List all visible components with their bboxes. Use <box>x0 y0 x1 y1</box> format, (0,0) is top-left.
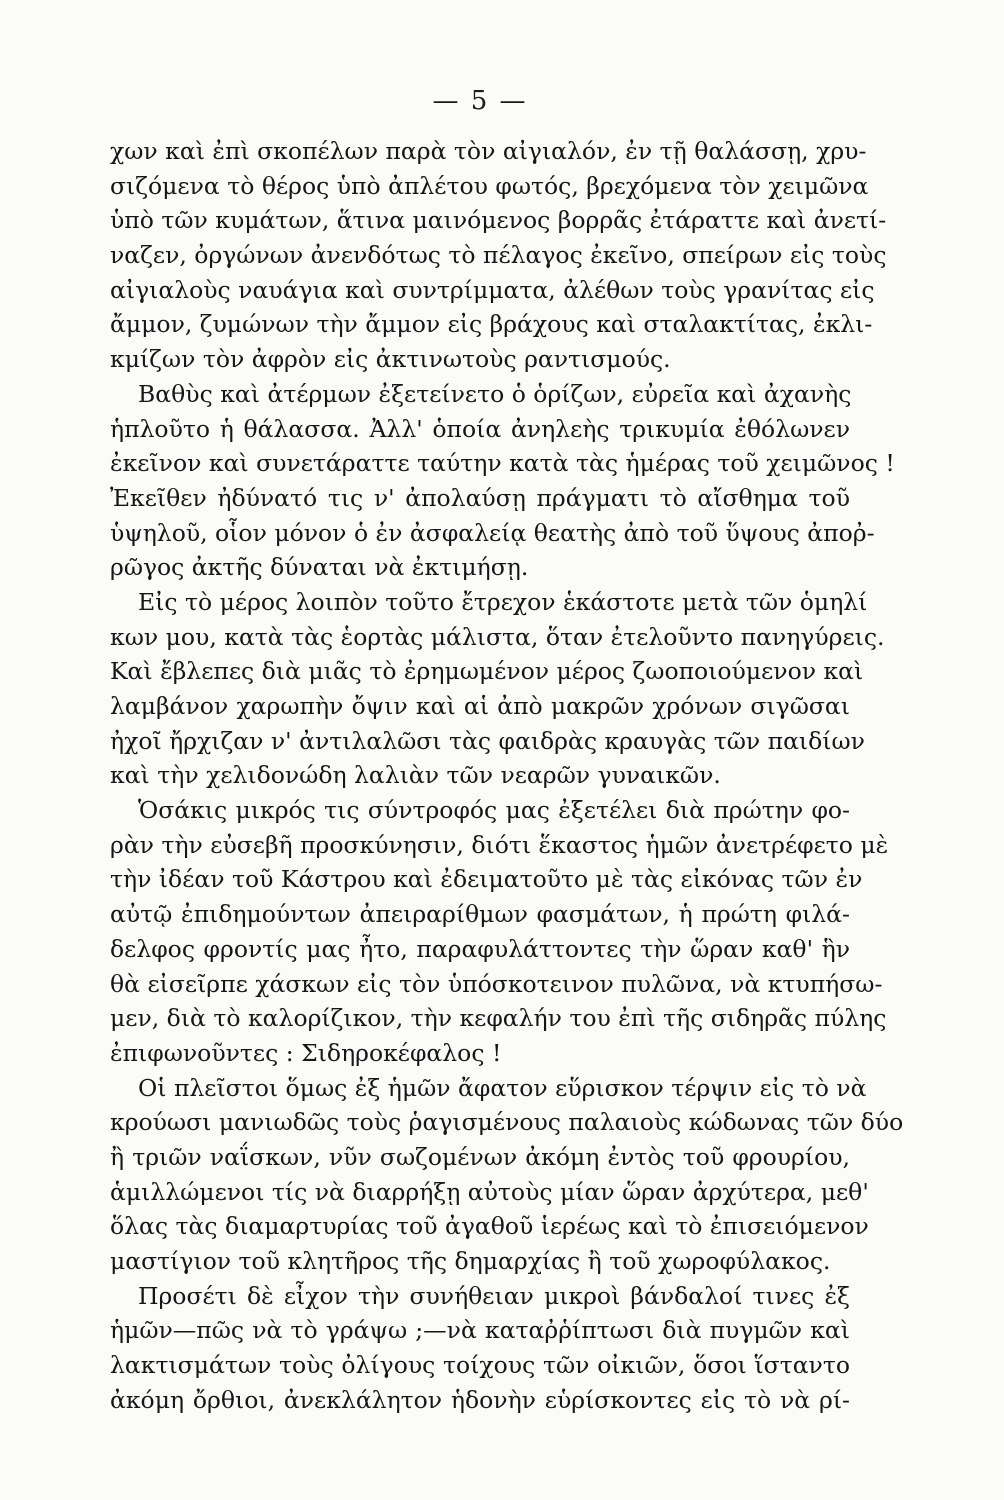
text-line: ἄμμον, ζυμώνων τὴν ἄμμον εἰς βράχους καὶ σταλακτίτας, ἐκλι- <box>110 310 873 339</box>
text-line: ἠχοῖ ἤρχιζαν ν' ἀντιλαλῶσι τὰς φαιδρὰς κραυγὰς τῶν παιδίων <box>110 726 865 755</box>
text-line: ἢ τριῶν ναΐσκων, νῦν σωζομένων ἀκόμη ἐντὸς τοῦ φρουρίου, <box>110 1142 850 1171</box>
text-line: θὰ εἰσεῖρπε χάσκων εἰς τὸν ὑπόσκοτεινον πυλῶνα, νὰ κτυπήσω- <box>110 969 883 998</box>
text-line: λακτισμάτων τοὺς ὀλίγους τοίχους τῶν οἰκιῶν, ὅσοι ἵσταντο <box>110 1351 850 1380</box>
text-line: λαμβάνον χαρωπὴν ὄψιν καὶ αἱ ἀπὸ μακρῶν χρόνων σιγῶσαι <box>110 692 850 720</box>
text-line: χων καὶ ἐπὶ σκοπέλων παρὰ τὸν αἰγιαλόν, ἐν τῇ θαλάσσῃ, χρυ- <box>110 137 867 165</box>
text-line: σιζόμενα τὸ θέρος ὑπὸ ἀπλέτου φωτός, βρεχόμενα τὸν χειμῶνα <box>110 171 869 200</box>
text-line: κων μου, κατὰ τὰς ἑορτὰς μάλιστα, ὅταν ἐτελοῦντο πανηγύρεις. <box>110 622 885 651</box>
text-line: δελφος φροντίς μας ἦτο, παραφυλάττοντες τὴν ὥραν καθ' ἣν <box>110 934 850 963</box>
text-line: μαστίγιον τοῦ κλητῆρος τῆς δημαρχίας ἢ τοῦ χωροφύλακος. <box>110 1247 831 1275</box>
text-line: Προσέτι δὲ εἶχον τὴν συνήθειαν μικροὶ βάνδαλοί τινες ἐξ <box>138 1281 850 1310</box>
text-line: ἡπλοῦτο ἡ θάλασσα. Ἀλλ' ὁποία ἀνηλεὴς τρικυμία ἐθόλωνεν <box>110 414 850 443</box>
text-line: ρῶγος ἀκτῆς δύναται νὰ ἐκτιμήσῃ. <box>110 553 529 582</box>
text-line: ὑψηλοῦ, οἷον μόνον ὁ ἐν ἀσφαλείᾳ θεατὴς ἀπὸ τοῦ ὕψους ἀποῤ- <box>110 518 875 547</box>
text-line: Οἱ πλεῖστοι ὅμως ἐξ ἡμῶν ἄφατον εὕρισκον τέρψιν εἰς τὸ νὰ <box>138 1073 867 1102</box>
text-line: Καὶ ἔβλεπες διὰ μιᾶς τὸ ἐρημωμένον μέρος ζωοποιούμενον καὶ <box>110 657 864 686</box>
text-line: ἐκεῖνον καὶ συνετάραττε ταύτην κατὰ τὰς ἡμέρας τοῦ χειμῶνος ! <box>110 449 895 478</box>
text-line: Ὁσάκις μικρός τις σύντροφός μας ἐξετέλει διὰ πρώτην φο- <box>138 796 850 825</box>
text-line: ἐπιφωνοῦντες : Σιδηροκέφαλος ! <box>110 1038 502 1067</box>
text-line: ναζεν, ὀργώνων ἀνενδότως τὸ πέλαγος ἐκεῖνο, σπείρων εἰς τοὺς <box>110 241 887 270</box>
page-number: — 5 — <box>432 86 528 116</box>
text-line: ὑπὸ τῶν κυμάτων, ἅτινα μαινόμενος βορρᾶς ἐτάραττε καὶ ἀνετί- <box>110 206 887 235</box>
text-line: ρὰν τὴν εὐσεβῆ προσκύνησιν, διότι ἕκαστος ἡμῶν ἀνετρέφετο μὲ <box>110 830 889 859</box>
text-line: μεν, διὰ τὸ καλορίζικον, τὴν κεφαλήν του ἐπὶ τῆς σιδηρᾶς πύλης <box>110 1004 887 1033</box>
text-line: κμίζων τὸν ἀφρὸν εἰς ἀκτινωτοὺς ραντισμούς. <box>110 345 671 374</box>
text-line: αἰγιαλοὺς ναυάγια καὶ συντρίμματα, ἀλέθων τοὺς γρανίτας εἰς <box>110 275 875 304</box>
text-line: καὶ τὴν χελιδονώδη λαλιὰν τῶν νεαρῶν γυναικῶν. <box>110 761 721 790</box>
text-line: ἡμῶν—πῶς νὰ τὸ γράψω ;—νὰ καταῤῥίπτωσι διὰ πυγμῶν καὶ <box>110 1316 850 1345</box>
text-line: Ἐκεῖθεν ἠδύνατό τις ν' ἀπολαύσῃ πράγματι τὸ αἴσθημα τοῦ <box>110 483 850 512</box>
text-line: τὴν ἰδέαν τοῦ Κάστρου καὶ ἐδειματοῦτο μὲ τὰς εἰκόνας τῶν ἐν <box>110 865 863 894</box>
body-text <box>110 134 904 1417</box>
text-line: κρούωσι μανιωδῶς τοὺς ῥαγισμένους παλαιοὺς κώδωνας τῶν δύο <box>110 1108 904 1137</box>
text-line: Εἰς τὸ μέρος λοιπὸν τοῦτο ἔτρεχον ἑκάστοτε μετὰ τῶν ὁμηλί <box>138 587 868 616</box>
text-line: αὐτῷ ἐπιδημούντων ἀπειραρίθμων φασμάτων, ἡ πρώτη φιλά- <box>110 900 850 929</box>
text-line: ἀκόμη ὄρθιοι, ἀνεκλάλητον ἡδονὴν εὑρίσκοντες εἰς τὸ νὰ ρί- <box>110 1385 850 1414</box>
text-line: ὅλας τὰς διαμαρτυρίας τοῦ ἀγαθοῦ ἱερέως καὶ τὸ ἐπισειόμενον <box>110 1212 869 1241</box>
text-line: Βαθὺς καὶ ἀτέρμων ἐξετείνετο ὁ ὁρίζων, εὐρεῖα καὶ ἀχανὴς <box>138 379 852 408</box>
text-line: ἁμιλλώμενοι τίς νὰ διαρρήξῃ αὐτοὺς μίαν ὥραν ἀρχύτερα, μεθ' <box>110 1177 869 1206</box>
